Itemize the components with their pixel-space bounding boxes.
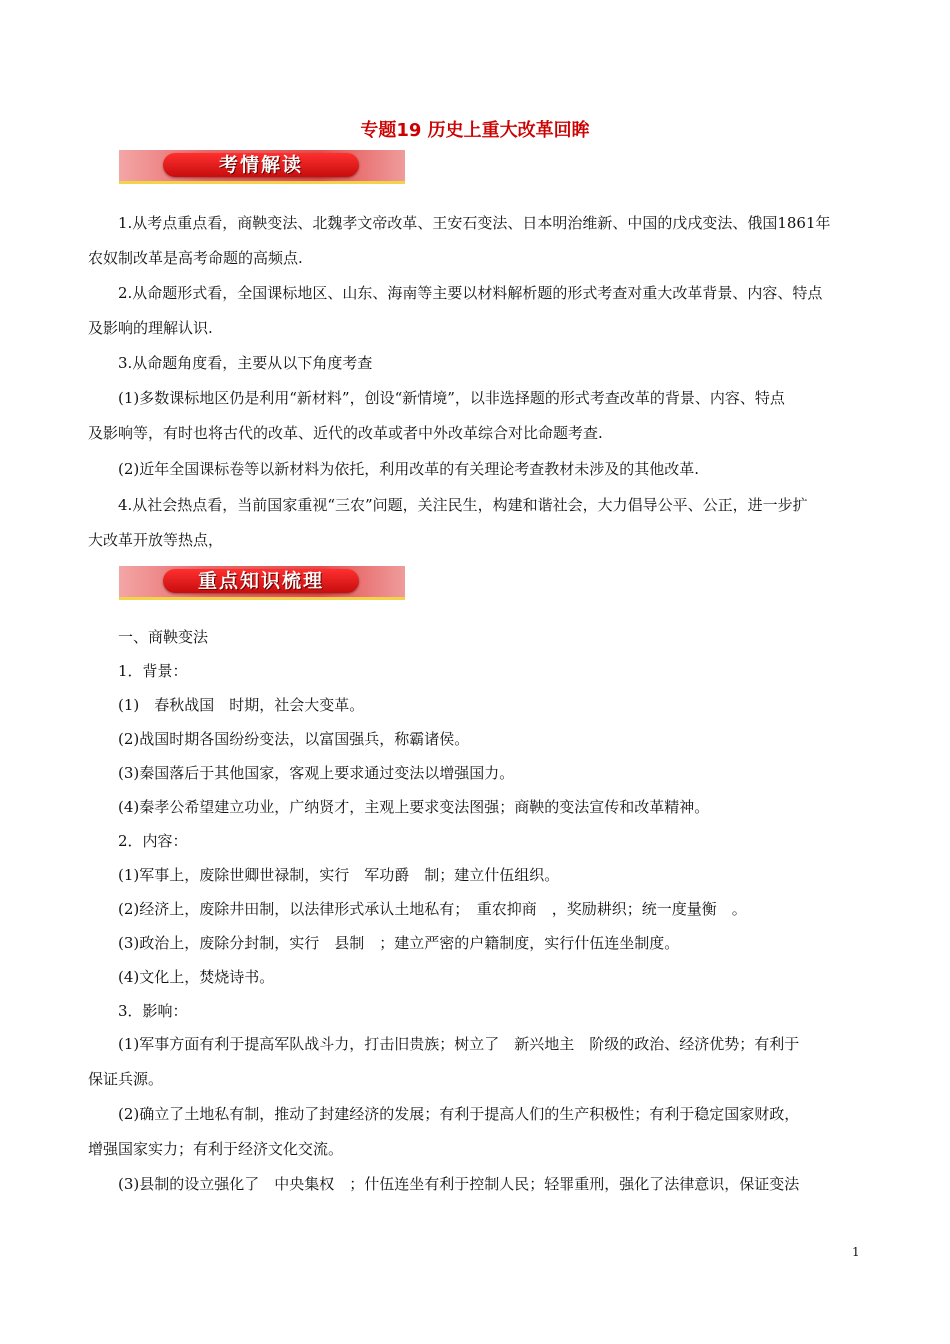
banner-key-points-label: 重点知识梳理 [197,570,324,592]
subsection-heading: 3．影响： [118,1002,188,1020]
body-line: (1)军事上，废除世卿世禄制，实行 军功爵 制；建立什伍组织。 [118,866,560,884]
intro-line: (1)多数课标地区仍是利用“新材料”，创设“新情境”，以非选择题的形式考查改革的背景、内容、特点 [118,389,785,407]
banner-key-points [119,566,405,600]
body-line: (3)秦国落后于其他国家，客观上要求通过变法以增强国力。 [118,764,515,782]
intro-line: 1.从考点重点看，商鞅变法、北魏孝文帝改革、王安石变法、日本明治维新、中国的戊戌变法、俄国1861年 [118,214,831,232]
intro-line: 及影响的理解认识. [88,319,213,337]
body-line: 保证兵源。 [88,1070,164,1088]
body-line: (2)确立了土地私有制，推动了封建经济的发展；有利于提高人们的生产积极性；有利于稳定国家财政， [118,1105,800,1123]
page-number: 1 [852,1245,860,1259]
intro-line: 4.从社会热点看，当前国家重视“三农”问题，关注民生，构建和谐社会，大力倡导公平、公正，进一步扩 [118,496,808,514]
banner-exam-analysis [119,150,405,184]
page-title: 专题19 历史上重大改革回眸 [360,120,590,141]
subsection-heading: 2．内容： [118,832,188,850]
intro-line: 3.从命题角度看，主要从以下角度考查 [118,354,373,372]
body-line: (4)文化上，焚烧诗书。 [118,968,275,986]
intro-line: (2)近年全国课标卷等以新材料为依托，利用改革的有关理论考查教材未涉及的其他改革. [118,460,700,478]
section-heading: 一、商鞅变法 [118,628,209,646]
body-line: (1) 春秋战国 时期，社会大变革。 [118,696,365,714]
subsection-heading: 1．背景： [118,662,188,680]
body-line: (4)秦孝公希望建立功业，广纳贤才，主观上要求变法图强；商鞅的变法宣传和改革精神。 [118,798,710,816]
banner-label-bar [163,153,359,177]
body-line: (2)战国时期各国纷纷变法，以富国强兵，称霸诸侯。 [118,730,470,748]
body-line: (2)经济上，废除井田制，以法律形式承认土地私有； 重农抑商 ，奖励耕织；统一度量衡 。 [118,900,747,918]
body-line: 增强国家实力；有利于经济文化交流。 [88,1140,344,1158]
body-line: (1)军事方面有利于提高军队战斗力，打击旧贵族；树立了 新兴地主 阶级的政治、经济优势；有利于 [118,1035,800,1053]
banner-exam-analysis-label: 考情解读 [218,154,303,176]
intro-line: 大改革开放等热点， [88,531,224,549]
intro-line: 农奴制改革是高考命题的高频点. [88,249,303,267]
body-line: (3)政治上，废除分封制，实行 县制 ；建立严密的户籍制度，实行什伍连坐制度。 [118,934,680,952]
banner-label-bar [163,569,359,593]
intro-line: 2.从命题形式看，全国课标地区、山东、海南等主要以材料解析题的形式考查对重大改革背景、内容、特点 [118,284,823,302]
body-line: (3)县制的设立强化了 中央集权 ；什伍连坐有利于控制人民；轻罪重刑，强化了法律意识，保证变法 [118,1175,800,1193]
intro-line: 及影响等，有时也将古代的改革、近代的改革或者中外改革综合对比命题考查. [88,424,603,442]
